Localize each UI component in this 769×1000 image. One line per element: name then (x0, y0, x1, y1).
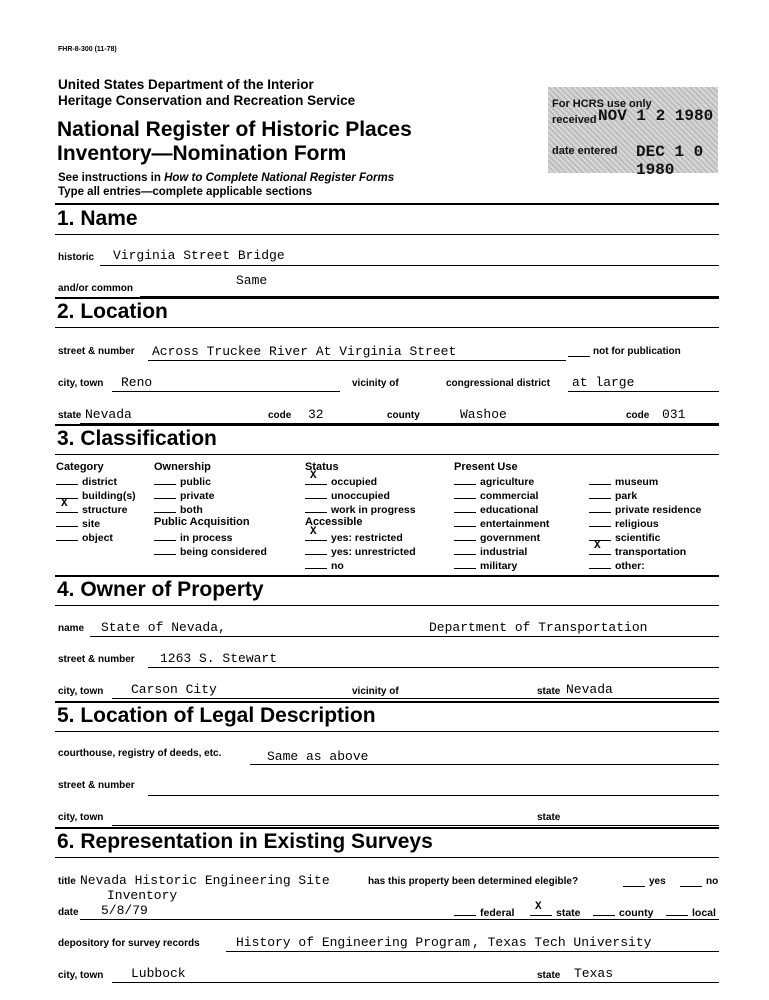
owner-street-field[interactable]: 1263 S. Stewart (160, 651, 278, 666)
eligible-no-option[interactable]: no (706, 876, 719, 887)
owner-name-label: name (58, 623, 85, 634)
form-title-2: Inventory—Nomination Form (57, 142, 347, 165)
instructions (58, 172, 394, 184)
legal-street-label: street & number (58, 780, 135, 791)
survey-title-label: title (58, 876, 76, 887)
location-state-field[interactable]: Nevada (85, 407, 132, 422)
location-street-field[interactable]: Across Truckee River At Virginia Street (152, 344, 457, 359)
use-museum[interactable]: museum (589, 475, 658, 488)
accessible-unrestricted[interactable]: yes: unrestricted (305, 545, 416, 558)
ownership-header: Ownership (154, 461, 211, 473)
status-header: Status (305, 461, 339, 473)
location-city-field[interactable]: Reno (121, 375, 153, 390)
courthouse-label: courthouse, registry of deeds, etc. (58, 748, 222, 759)
depository-field[interactable]: History of Engineering Program (236, 935, 471, 950)
received-stamp (548, 87, 718, 179)
survey-state-field[interactable]: Texas (574, 966, 614, 981)
accessible-header: Accessible (305, 516, 363, 528)
county-label: county (387, 410, 420, 421)
status-work-in-progress[interactable]: work in progress (305, 503, 416, 516)
congressional-district-label: congressional district (446, 378, 550, 389)
use-industrial[interactable]: industrial (454, 545, 527, 558)
use-commercial[interactable]: commercial (454, 489, 538, 502)
category-district[interactable]: district (56, 475, 117, 488)
survey-city-label: city, town (58, 970, 104, 981)
owner-city-label: city, town (58, 686, 104, 697)
use-scientific[interactable]: scientific (589, 531, 661, 544)
state-code-field[interactable]: 32 (308, 407, 324, 422)
stamp-entered-label: date entered (552, 145, 618, 157)
use-government[interactable]: government (454, 531, 540, 544)
use-other[interactable]: other: (589, 559, 645, 572)
survey-date-field[interactable]: 5/8/79 (101, 903, 148, 918)
legal-state-label: state (537, 812, 561, 823)
present-use-header: Present Use (454, 461, 518, 473)
category-building[interactable]: building(s) (56, 489, 136, 502)
section-4-heading: 4. Owner of Property (57, 578, 264, 601)
agency-line-2: Heritage Conservation and Recreation Service (58, 93, 356, 108)
owner-vicinity-label: vicinity of (352, 686, 399, 697)
county-field[interactable]: Washoe (460, 407, 507, 422)
accessible-restricted[interactable]: X yes: restricted (305, 531, 403, 544)
acquisition-being-considered[interactable]: being considered (154, 545, 267, 558)
ownership-public[interactable]: public (154, 475, 211, 488)
owner-street-label: street & number (58, 654, 135, 665)
ownership-both[interactable]: both (154, 503, 203, 516)
congressional-district-field[interactable]: at large (572, 375, 635, 390)
level-federal[interactable]: federal (454, 906, 514, 919)
accessible-no[interactable]: no (305, 559, 344, 572)
code-label: code (268, 410, 292, 421)
agency-line-1: United States Department of the Interior (58, 77, 314, 92)
owner-city-field[interactable]: Carson City (131, 682, 217, 697)
stamp-use-only: For HCRS use only (552, 98, 652, 110)
category-structure[interactable]: X structure (56, 503, 128, 516)
eligible-question: has this property been determined elegible? (368, 876, 579, 887)
survey-city-field[interactable]: Lubbock (131, 966, 186, 981)
owner-name-field[interactable]: State of Nevada, (101, 620, 226, 635)
use-private-residence[interactable]: private residence (589, 503, 701, 516)
category-site[interactable]: site (56, 517, 100, 530)
use-educational[interactable]: educational (454, 503, 538, 516)
stamp-received-label: received (552, 114, 597, 126)
survey-title-field-cont[interactable]: Inventory (107, 888, 178, 903)
level-state[interactable]: X state (530, 906, 581, 919)
category-header: Category (56, 461, 104, 473)
section-1-heading: 1. Name (57, 207, 138, 230)
section-5-heading: 5. Location of Legal Description (57, 704, 376, 727)
city-label: city, town (58, 378, 104, 389)
status-occupied[interactable]: X occupied (305, 475, 377, 488)
instructions-prefix: See instructions in (58, 172, 165, 184)
survey-date-label: date (58, 907, 79, 918)
use-entertainment[interactable]: entertainment (454, 517, 549, 530)
owner-department-field[interactable]: Department of Transportation (429, 620, 648, 635)
stamp-received-date: NOV 1 2 1980 (598, 107, 714, 125)
form-number: FHR-8-300 (11-78) (58, 46, 117, 53)
instructions-guide: How to Complete National Register Forms (164, 172, 395, 184)
survey-title-field[interactable]: Nevada Historic Engineering Site (80, 873, 330, 888)
historic-label: historic (58, 252, 95, 263)
ownership-private[interactable]: private (154, 489, 214, 502)
owner-state-label: state (537, 686, 561, 697)
status-unoccupied[interactable]: unoccupied (305, 489, 390, 502)
county-code-field[interactable]: 031 (662, 407, 686, 422)
level-local[interactable]: local (666, 906, 716, 919)
public-acquisition-header: Public Acquisition (154, 516, 250, 528)
level-county[interactable]: county (593, 906, 653, 919)
category-object[interactable]: object (56, 531, 113, 544)
stamp-entered-date: DEC 1 0 1980 (636, 143, 704, 179)
common-name-field[interactable]: Same (236, 273, 268, 288)
form-title-1: National Register of Historic Places (57, 118, 412, 141)
vicinity-label: vicinity of (352, 378, 399, 389)
use-transportation[interactable]: X transportation (589, 545, 686, 558)
eligible-yes-option[interactable]: yes (649, 876, 666, 887)
section-6-heading: 6. Representation in Existing Surveys (57, 830, 433, 853)
acquisition-in-process[interactable]: in process (154, 531, 233, 544)
use-agriculture[interactable]: agriculture (454, 475, 534, 488)
legal-city-label: city, town (58, 812, 104, 823)
section-2-heading: 2. Location (57, 300, 168, 323)
depository-field-2[interactable]: , Texas Tech University (472, 935, 652, 950)
section-3-heading: 3. Classification (57, 427, 217, 450)
owner-state-field[interactable]: Nevada (566, 682, 613, 697)
common-name-label: and/or common (58, 283, 134, 294)
survey-state-label: state (537, 970, 561, 981)
instructions-line-2: Type all entries—complete applicable sections (58, 186, 313, 198)
use-military[interactable]: military (454, 559, 517, 572)
not-for-publication-label: not for publication (593, 346, 681, 357)
historic-name-field[interactable]: Virginia Street Bridge (113, 248, 285, 263)
depository-label: depository for survey records (58, 938, 200, 949)
use-religious[interactable]: religious (589, 517, 659, 530)
street-label: street & number (58, 346, 135, 357)
courthouse-field[interactable]: Same as above (267, 749, 369, 764)
state-label: state (58, 410, 82, 421)
use-park[interactable]: park (589, 489, 637, 502)
county-code-label: code (626, 410, 650, 421)
